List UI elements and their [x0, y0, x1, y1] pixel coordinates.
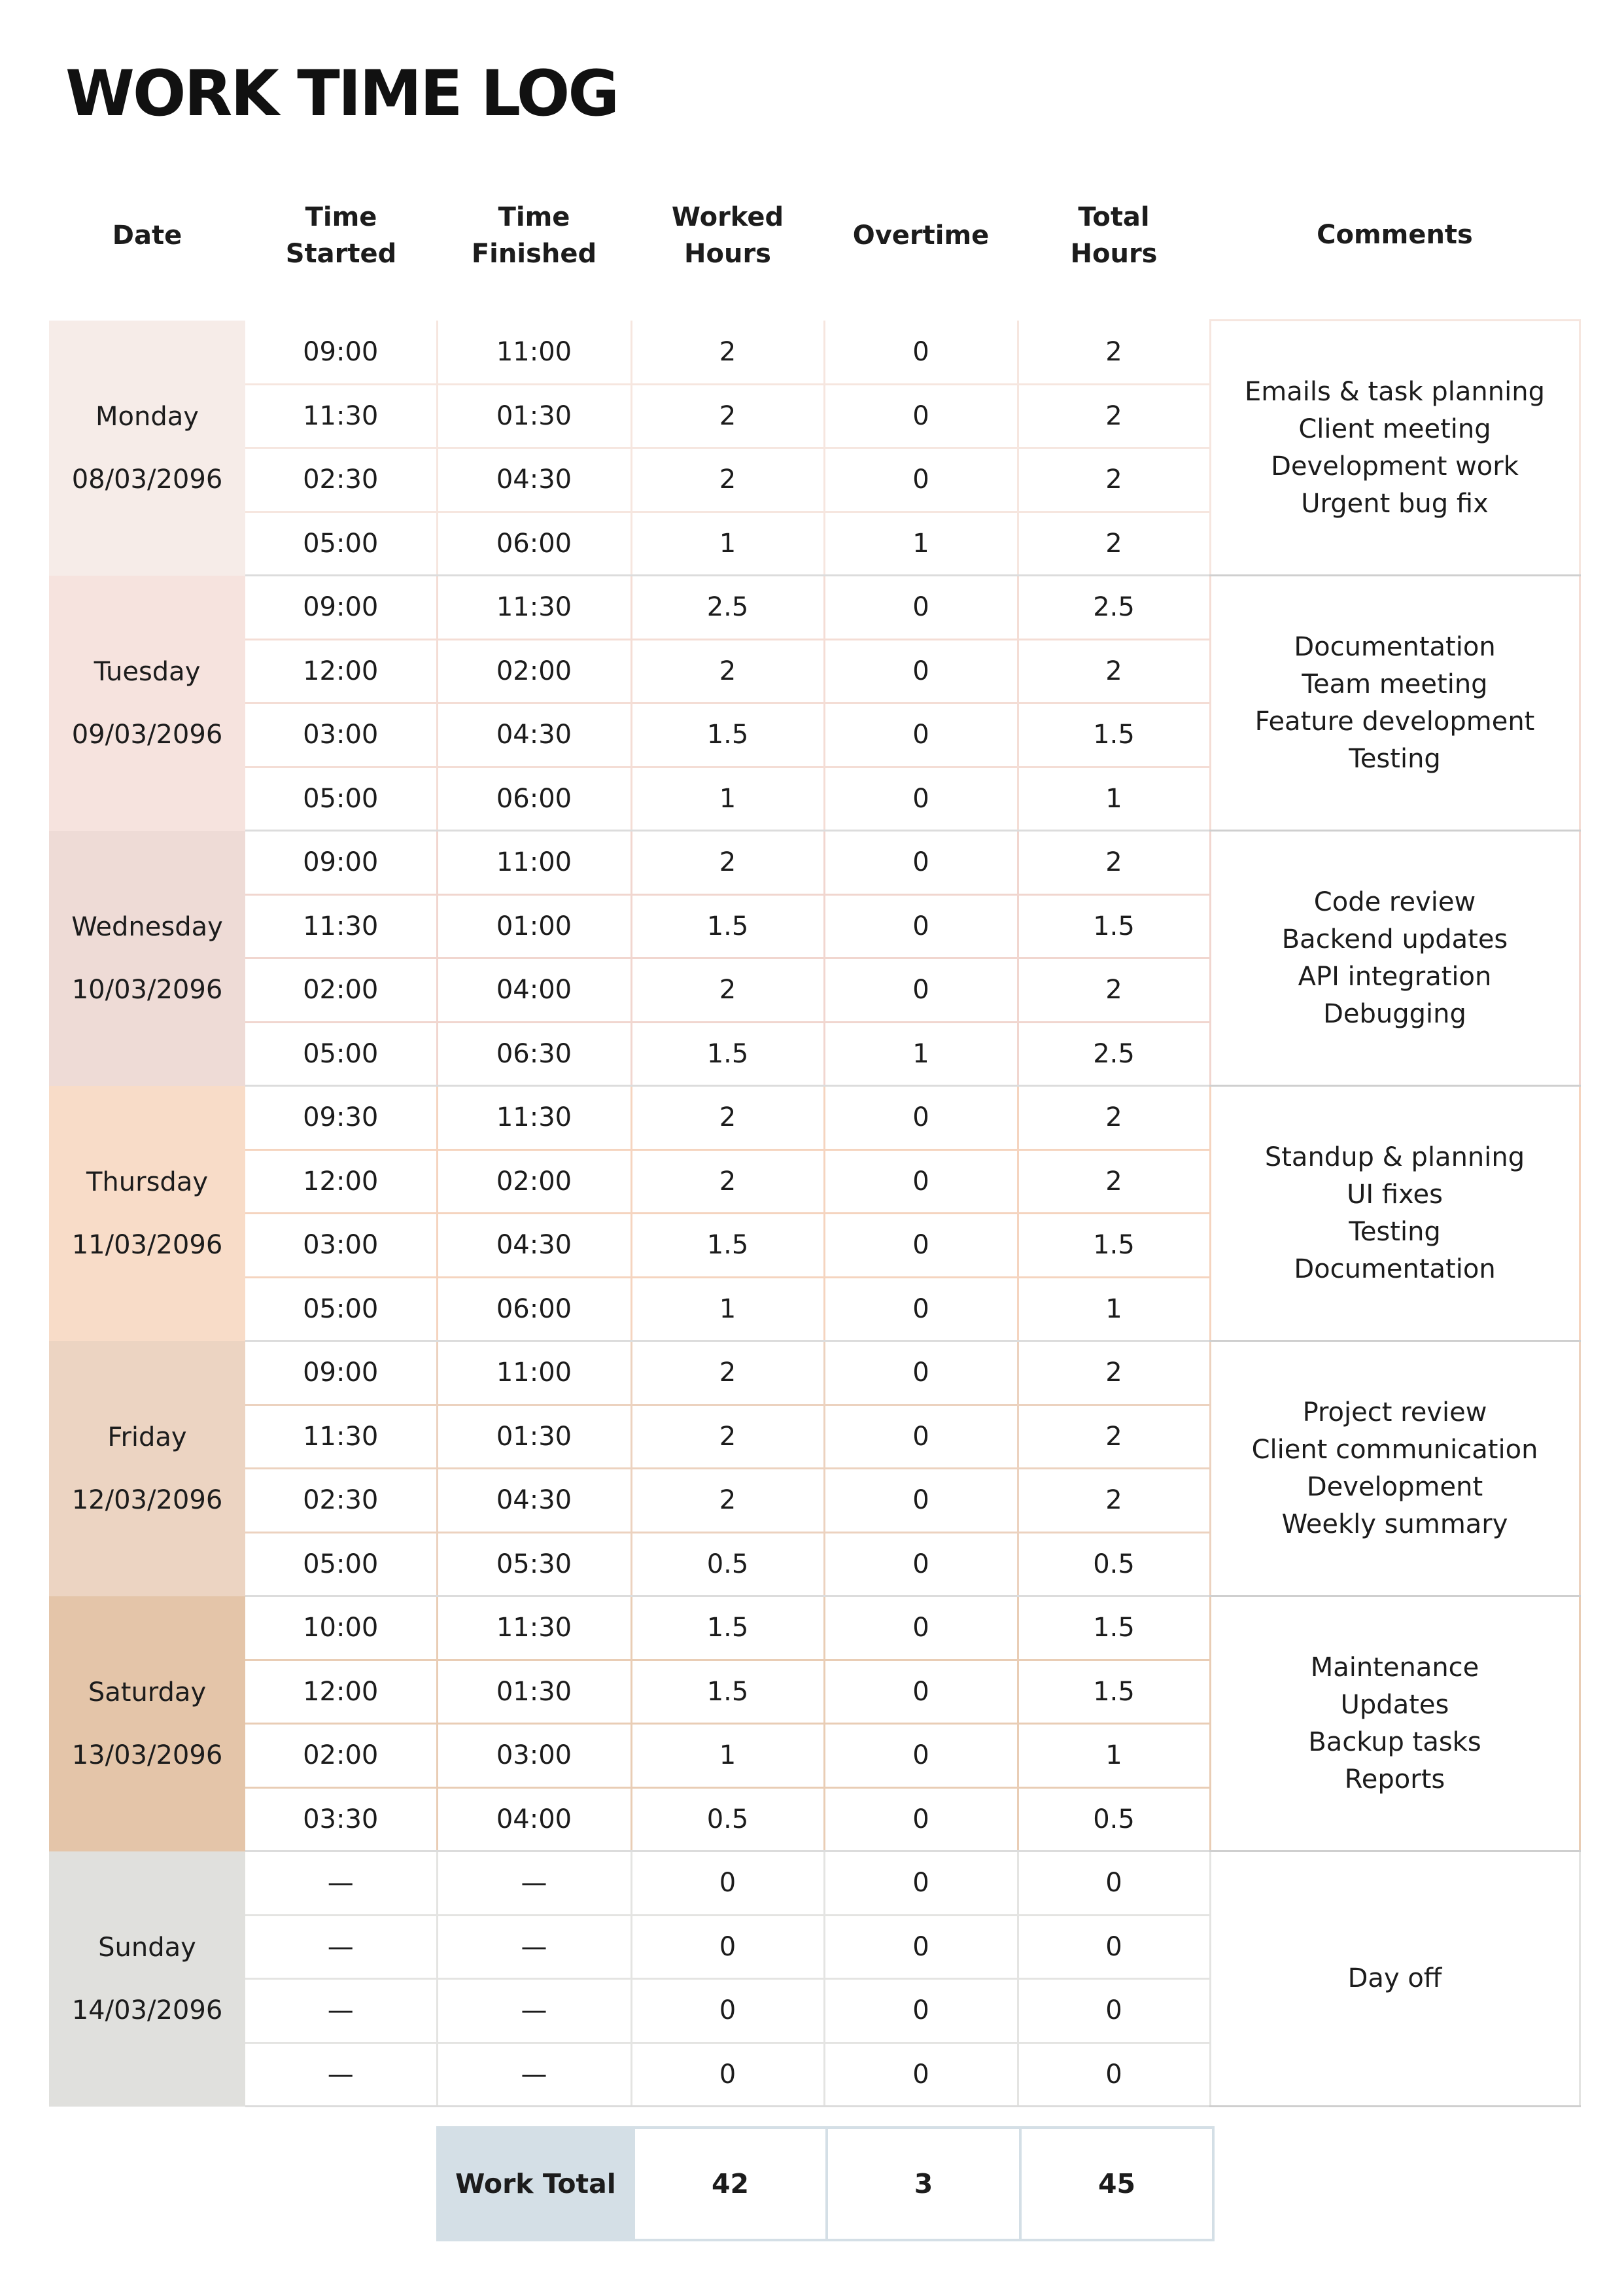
worked-hours-cell: 0.5 [631, 1532, 824, 1596]
time-started-cell: 05:00 [245, 1022, 437, 1086]
time-started-cell: 09:00 [245, 321, 437, 385]
total-hours-cell: 1 [1018, 767, 1210, 831]
overtime-cell: 1 [824, 1022, 1018, 1086]
time-finished-cell: 03:00 [437, 1724, 631, 1788]
header-worked-hours-label: Worked Hours [671, 201, 784, 269]
day-cell-saturday [49, 1596, 245, 1851]
total-hours-cell: 2.5 [1018, 1022, 1210, 1086]
work-total-overtime: 3 [827, 2128, 1020, 2240]
time-started-cell: 02:30 [245, 1469, 437, 1533]
comments-cell [1210, 1596, 1580, 1851]
comment-line: Project review [1302, 1397, 1487, 1428]
total-hours-cell: 2 [1018, 512, 1210, 576]
time-finished-cell: 01:00 [437, 894, 631, 958]
day-cell-friday [49, 1341, 245, 1596]
work-total-total-hours: 45 [1020, 2128, 1213, 2240]
total-hours-cell: 0.5 [1018, 1787, 1210, 1851]
worked-hours-cell: 1.5 [631, 703, 824, 767]
total-hours-cell: 1.5 [1018, 703, 1210, 767]
time-finished-cell: 06:00 [437, 512, 631, 576]
day-name: Saturday [88, 1677, 207, 1708]
time-finished-cell: — [437, 2042, 631, 2107]
time-finished-cell: 01:30 [437, 1660, 631, 1724]
table-row [49, 321, 1580, 385]
overtime-cell: 0 [824, 576, 1018, 640]
overtime-cell: 0 [824, 1596, 1018, 1660]
time-finished-cell: 04:30 [437, 1214, 631, 1278]
time-finished-cell: 04:00 [437, 958, 631, 1023]
work-time-table [49, 170, 1581, 2107]
header-time-started-label: Time Started [285, 201, 397, 269]
time-started-cell: 12:00 [245, 1660, 437, 1724]
time-started-cell: — [245, 1979, 437, 2043]
header-total-hours [1018, 170, 1210, 321]
day-cell-monday [49, 321, 245, 576]
comment-line: Backup tasks [1308, 1726, 1481, 1757]
comment-line: Day off [1347, 1963, 1442, 1993]
comment-line: Code review [1313, 886, 1476, 917]
time-started-cell: 03:00 [245, 703, 437, 767]
comment-line: Client communication [1251, 1434, 1538, 1465]
time-finished-cell: — [437, 1915, 631, 1979]
table-row [49, 1596, 1580, 1660]
overtime-cell: 0 [824, 448, 1018, 512]
worked-hours-cell: 2.5 [631, 576, 824, 640]
time-finished-cell: 11:00 [437, 831, 631, 895]
work-total-table [436, 2126, 1215, 2241]
time-started-cell: 05:00 [245, 767, 437, 831]
comment-line: Maintenance [1310, 1652, 1479, 1683]
total-hours-cell: 2 [1018, 1469, 1210, 1533]
comment-line: Feature development [1254, 706, 1535, 737]
worked-hours-cell: 2 [631, 1469, 824, 1533]
worked-hours-cell: 2 [631, 1149, 824, 1214]
worked-hours-cell: 1 [631, 1724, 824, 1788]
header-comments-label: Comments [1317, 220, 1473, 250]
table-body [49, 321, 1580, 2107]
work-total-worked-hours: 42 [634, 2128, 827, 2240]
day-cell-wednesday [49, 831, 245, 1086]
table-row [49, 576, 1580, 640]
time-started-cell: 02:00 [245, 1724, 437, 1788]
comment-line: Backend updates [1281, 924, 1508, 955]
worked-hours-cell: 2 [631, 321, 824, 385]
time-finished-cell: 11:00 [437, 321, 631, 385]
table-row [49, 1086, 1580, 1150]
header-total-hours-label: Total Hours [1070, 201, 1158, 269]
time-started-cell: 05:00 [245, 1277, 437, 1341]
comments-cell [1210, 576, 1580, 831]
worked-hours-cell: 2 [631, 448, 824, 512]
time-started-cell: 09:00 [245, 1341, 437, 1405]
day-date: 09/03/2096 [71, 719, 223, 750]
overtime-cell: 0 [824, 1149, 1018, 1214]
day-name: Thursday [86, 1166, 208, 1197]
worked-hours-cell: 0 [631, 1851, 824, 1916]
time-started-cell: 10:00 [245, 1596, 437, 1660]
time-finished-cell: 04:00 [437, 1787, 631, 1851]
total-hours-cell: 2 [1018, 1086, 1210, 1150]
total-hours-cell: 2 [1018, 321, 1210, 385]
comment-line: Development [1306, 1471, 1483, 1502]
header-overtime [824, 170, 1018, 321]
time-started-cell: 12:00 [245, 639, 437, 703]
total-hours-cell: 2 [1018, 448, 1210, 512]
total-hours-cell: 2 [1018, 384, 1210, 448]
time-finished-cell: 11:30 [437, 1086, 631, 1150]
overtime-cell: 0 [824, 1405, 1018, 1469]
header-time-finished-label: Time Finished [471, 201, 597, 269]
header-time-finished [437, 170, 631, 321]
day-date: 13/03/2096 [71, 1740, 223, 1770]
comment-line: API integration [1298, 961, 1492, 992]
page-title: WORK TIME LOG [65, 57, 618, 130]
comment-line: Documentation [1294, 631, 1496, 662]
time-started-cell: — [245, 2042, 437, 2107]
worked-hours-cell: 0 [631, 1915, 824, 1979]
total-hours-cell: 1.5 [1018, 1214, 1210, 1278]
work-total-row [438, 2128, 1213, 2240]
overtime-cell: 0 [824, 958, 1018, 1023]
time-finished-cell: 04:30 [437, 703, 631, 767]
comment-line: Standup & planning [1264, 1142, 1525, 1172]
day-name: Sunday [98, 1932, 196, 1963]
time-started-cell: 02:30 [245, 448, 437, 512]
worked-hours-cell: 1 [631, 767, 824, 831]
day-date: 08/03/2096 [71, 464, 223, 495]
overtime-cell: 0 [824, 703, 1018, 767]
total-hours-cell: 2 [1018, 1341, 1210, 1405]
worked-hours-cell: 1.5 [631, 1022, 824, 1086]
work-total-label: Work Total [438, 2128, 634, 2240]
overtime-cell: 1 [824, 512, 1018, 576]
worked-hours-cell: 1.5 [631, 894, 824, 958]
time-finished-cell: 06:30 [437, 1022, 631, 1086]
overtime-cell: 0 [824, 2042, 1018, 2107]
day-name: Tuesday [94, 656, 201, 687]
time-started-cell: 09:00 [245, 831, 437, 895]
comment-line: Updates [1340, 1689, 1449, 1720]
overtime-cell: 0 [824, 767, 1018, 831]
worked-hours-cell: 0 [631, 1979, 824, 2043]
header-overtime-label: Overtime [852, 220, 990, 251]
overtime-cell: 0 [824, 1787, 1018, 1851]
time-finished-cell: — [437, 1851, 631, 1916]
day-cell-thursday [49, 1086, 245, 1341]
overtime-cell: 0 [824, 1214, 1018, 1278]
total-hours-cell: 1 [1018, 1724, 1210, 1788]
worked-hours-cell: 0.5 [631, 1787, 824, 1851]
worked-hours-cell: 2 [631, 1341, 824, 1405]
comment-line: Testing [1349, 1216, 1441, 1247]
total-hours-cell: 2.5 [1018, 576, 1210, 640]
comment-line: Debugging [1323, 998, 1466, 1029]
overtime-cell: 0 [824, 1532, 1018, 1596]
total-hours-cell: 1.5 [1018, 1596, 1210, 1660]
comment-line: Emails & task planning [1245, 376, 1545, 407]
overtime-cell: 0 [824, 1915, 1018, 1979]
comment-line: Testing [1349, 743, 1441, 774]
comment-line: Documentation [1294, 1253, 1496, 1284]
worked-hours-cell: 0 [631, 2042, 824, 2107]
worked-hours-cell: 1.5 [631, 1214, 824, 1278]
time-started-cell: 09:00 [245, 576, 437, 640]
worked-hours-cell: 1.5 [631, 1660, 824, 1724]
time-finished-cell: 06:00 [437, 767, 631, 831]
time-started-cell: 05:00 [245, 1532, 437, 1596]
overtime-cell: 0 [824, 1979, 1018, 2043]
time-finished-cell: — [437, 1979, 631, 2043]
day-cell-sunday [49, 1851, 245, 2107]
time-finished-cell: 11:30 [437, 576, 631, 640]
time-finished-cell: 06:00 [437, 1277, 631, 1341]
overtime-cell: 0 [824, 1724, 1018, 1788]
time-finished-cell: 01:30 [437, 384, 631, 448]
comment-line: Reports [1344, 1764, 1445, 1795]
worked-hours-cell: 1.5 [631, 1596, 824, 1660]
time-finished-cell: 05:30 [437, 1532, 631, 1596]
time-finished-cell: 02:00 [437, 639, 631, 703]
time-started-cell: 12:00 [245, 1149, 437, 1214]
comment-line: Development work [1271, 451, 1519, 482]
day-name: Wednesday [71, 911, 223, 942]
table-row [49, 1851, 1580, 1916]
time-started-cell: 03:00 [245, 1214, 437, 1278]
day-cell-tuesday [49, 576, 245, 831]
day-name: Friday [107, 1422, 187, 1452]
overtime-cell: 0 [824, 1277, 1018, 1341]
total-hours-cell: 0.5 [1018, 1532, 1210, 1596]
day-date: 11/03/2096 [71, 1229, 223, 1260]
total-hours-cell: 0 [1018, 1851, 1210, 1916]
comment-line: Urgent bug fix [1301, 488, 1489, 519]
table-row [49, 831, 1580, 895]
worked-hours-cell: 2 [631, 958, 824, 1023]
total-hours-cell: 0 [1018, 2042, 1210, 2107]
header-date [49, 170, 245, 321]
time-finished-cell: 04:30 [437, 448, 631, 512]
time-started-cell: 02:00 [245, 958, 437, 1023]
comment-line: Team meeting [1302, 669, 1488, 699]
day-name: Monday [95, 401, 199, 432]
comments-cell [1210, 1851, 1580, 2107]
overtime-cell: 0 [824, 1086, 1018, 1150]
header-comments [1210, 170, 1580, 321]
overtime-cell: 0 [824, 1469, 1018, 1533]
overtime-cell: 0 [824, 1660, 1018, 1724]
time-started-cell: 05:00 [245, 512, 437, 576]
time-finished-cell: 01:30 [437, 1405, 631, 1469]
comment-line: Client meeting [1298, 413, 1491, 444]
worked-hours-cell: 2 [631, 639, 824, 703]
total-hours-cell: 1.5 [1018, 894, 1210, 958]
day-date: 12/03/2096 [71, 1484, 223, 1515]
comment-line: UI fixes [1347, 1179, 1443, 1210]
worked-hours-cell: 1 [631, 512, 824, 576]
total-hours-cell: 0 [1018, 1915, 1210, 1979]
overtime-cell: 0 [824, 384, 1018, 448]
total-hours-cell: 0 [1018, 1979, 1210, 2043]
total-hours-cell: 2 [1018, 958, 1210, 1023]
overtime-cell: 0 [824, 639, 1018, 703]
worked-hours-cell: 2 [631, 1405, 824, 1469]
comment-line: Weekly summary [1281, 1509, 1508, 1539]
header-worked-hours [631, 170, 824, 321]
worked-hours-cell: 2 [631, 831, 824, 895]
time-started-cell: 11:30 [245, 384, 437, 448]
time-started-cell: — [245, 1915, 437, 1979]
table-header-row [49, 170, 1580, 321]
comments-cell [1210, 321, 1580, 576]
time-started-cell: 09:30 [245, 1086, 437, 1150]
time-finished-cell: 11:00 [437, 1341, 631, 1405]
comments-cell [1210, 1086, 1580, 1341]
time-started-cell: 03:30 [245, 1787, 437, 1851]
overtime-cell: 0 [824, 831, 1018, 895]
total-hours-cell: 2 [1018, 831, 1210, 895]
header-date-label: Date [112, 220, 182, 251]
overtime-cell: 0 [824, 321, 1018, 385]
worked-hours-cell: 2 [631, 384, 824, 448]
total-hours-cell: 1 [1018, 1277, 1210, 1341]
time-finished-cell: 04:30 [437, 1469, 631, 1533]
time-finished-cell: 02:00 [437, 1149, 631, 1214]
header-time-started [245, 170, 437, 321]
comments-cell [1210, 831, 1580, 1086]
total-hours-cell: 2 [1018, 1149, 1210, 1214]
comments-cell [1210, 1341, 1580, 1596]
time-started-cell: 11:30 [245, 894, 437, 958]
time-started-cell: — [245, 1851, 437, 1916]
time-started-cell: 11:30 [245, 1405, 437, 1469]
total-hours-cell: 2 [1018, 1405, 1210, 1469]
worked-hours-cell: 2 [631, 1086, 824, 1150]
time-finished-cell: 11:30 [437, 1596, 631, 1660]
day-date: 14/03/2096 [71, 1995, 223, 2025]
worked-hours-cell: 1 [631, 1277, 824, 1341]
day-date: 10/03/2096 [71, 974, 223, 1005]
table-row [49, 1341, 1580, 1405]
total-hours-cell: 1.5 [1018, 1660, 1210, 1724]
total-hours-cell: 2 [1018, 639, 1210, 703]
overtime-cell: 0 [824, 894, 1018, 958]
overtime-cell: 0 [824, 1851, 1018, 1916]
overtime-cell: 0 [824, 1341, 1018, 1405]
